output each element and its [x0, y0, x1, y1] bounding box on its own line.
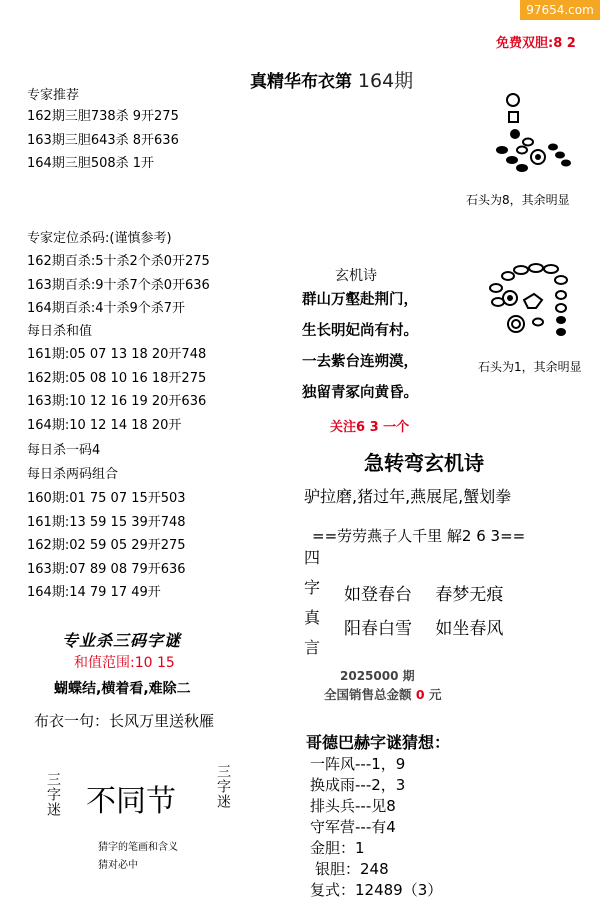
sales-label: 全国销售总金额	[324, 687, 412, 702]
sales-amount: 0	[415, 687, 425, 702]
poem-line: 独留青冢向黄昏。	[302, 385, 418, 401]
poem-line: 群山万壑赴荆门，	[302, 292, 418, 308]
hint-1: 猜字的笔画和含义	[98, 842, 178, 853]
riddle3-title: 专业杀三码字谜	[62, 631, 182, 650]
riddle3-text: 蝴蝶结,横着看,难除二	[54, 681, 191, 697]
xuanji-poem	[302, 285, 418, 409]
list-item: 银胆：248	[315, 860, 389, 878]
list-item: 一阵风---1，9	[310, 755, 406, 773]
list-item: 164期百杀:4十杀9个杀7开	[27, 301, 186, 317]
list-item: 排头兵---见8	[310, 797, 396, 815]
focus-line: 关注6 3 一个	[330, 420, 410, 435]
phrase: 如登春台	[344, 585, 412, 605]
poem-line: 生长明妃尚有村。	[302, 323, 418, 339]
jizhuan-line: 驴拉磨,猪过年,燕展尾,蟹划拳	[304, 487, 512, 506]
page-title	[250, 66, 413, 93]
hint-2: 猜对必中	[98, 860, 138, 871]
buyi-line: 布衣一句：长风万里送秋雁	[34, 712, 215, 730]
list-item: 162期三胆738杀 9开275	[27, 109, 179, 124]
jizhuan-title: 急转弯玄机诗	[364, 451, 484, 475]
list-item: 164期三胆508杀 1开	[27, 156, 155, 172]
position-kill-heading: 专家定位杀码:(谨慎参考)	[27, 231, 172, 246]
list-item: 162期:05 08 10 16 18开275	[27, 370, 207, 386]
phrase: 如坐春风	[435, 619, 504, 639]
san-zi-mi-left: 三字迷	[45, 772, 61, 817]
list-item: 162期:02 59 05 29开275	[27, 538, 186, 554]
list-item: 换成雨---2，3	[310, 776, 406, 794]
san-zi-mi-right: 三字迷	[215, 764, 231, 809]
stone-caption-2: 石头为1，其余明显	[478, 360, 582, 374]
list-item: 164期:14 79 17 49开	[27, 585, 161, 601]
goedel-list	[310, 754, 442, 901]
title-text: 真精华布衣第	[250, 72, 352, 92]
jizhuan-sub: ==劳劳燕子人千里 解2 6 3==	[312, 527, 526, 545]
list-item: 162期百杀:5十杀2个杀0开275	[27, 254, 210, 269]
list-item: 164期:10 12 14 18 20开	[27, 417, 182, 433]
sum-range: 和值范围:10 15	[74, 655, 175, 671]
list-item: 守军营---有4	[310, 818, 396, 836]
site-watermark: 97654.com	[520, 0, 600, 20]
position-kill-list	[27, 250, 210, 321]
daily-kill-two-list	[27, 487, 186, 605]
daily-kill-two-heading: 每日杀两码组合	[27, 467, 119, 482]
stone-figure-2	[486, 262, 576, 352]
xuanji-heading: 玄机诗	[335, 268, 377, 284]
label-char: 四	[304, 548, 321, 567]
phrase: 春梦无痕	[435, 585, 504, 605]
sales-issue: 2025000 期	[340, 669, 415, 683]
daily-sum-list	[27, 343, 206, 437]
list-item: 160期:01 75 07 15开503	[27, 491, 186, 506]
list-item: 复式：12489（3）	[310, 881, 443, 899]
daily-kill-one: 每日杀一码4	[27, 443, 101, 458]
poem-line: 一去紫台连朔漠，	[302, 354, 418, 370]
list-item: 163期三胆643杀 8开636	[27, 132, 179, 148]
label-char: 真	[304, 608, 321, 627]
sales-unit: 元	[428, 687, 442, 702]
list-item: 161期:13 59 15 39开748	[27, 514, 186, 530]
four-char-label	[304, 543, 320, 663]
big-riddle-word: 不同节	[86, 784, 176, 819]
free-pair: 免费双胆:8 2	[496, 36, 576, 51]
four-char-row-2	[344, 614, 503, 639]
expert-list	[27, 105, 179, 176]
daily-sum-heading: 每日杀和值	[27, 324, 93, 339]
list-item: 163期:10 12 16 19 20开636	[27, 394, 207, 410]
expert-heading: 专家推荐	[27, 88, 80, 103]
sales-line	[324, 685, 441, 703]
list-item: 161期:05 07 13 18 20开748	[27, 347, 207, 362]
phrase: 阳春白雪	[344, 619, 412, 639]
label-char: 言	[304, 638, 321, 657]
list-item: 163期:07 89 08 79开636	[27, 561, 186, 577]
stone-figure-1	[480, 92, 590, 187]
stone-caption-1: 石头为8，其余明显	[466, 193, 570, 207]
issue-number: 164期	[357, 70, 414, 92]
list-item: 163期百杀:9十杀7个杀0开636	[27, 277, 210, 293]
four-char-row-1	[344, 580, 503, 605]
goedel-title: 哥德巴赫字谜猜想：	[306, 733, 451, 752]
label-char: 字	[304, 578, 321, 597]
list-item: 金胆：1	[310, 839, 365, 857]
